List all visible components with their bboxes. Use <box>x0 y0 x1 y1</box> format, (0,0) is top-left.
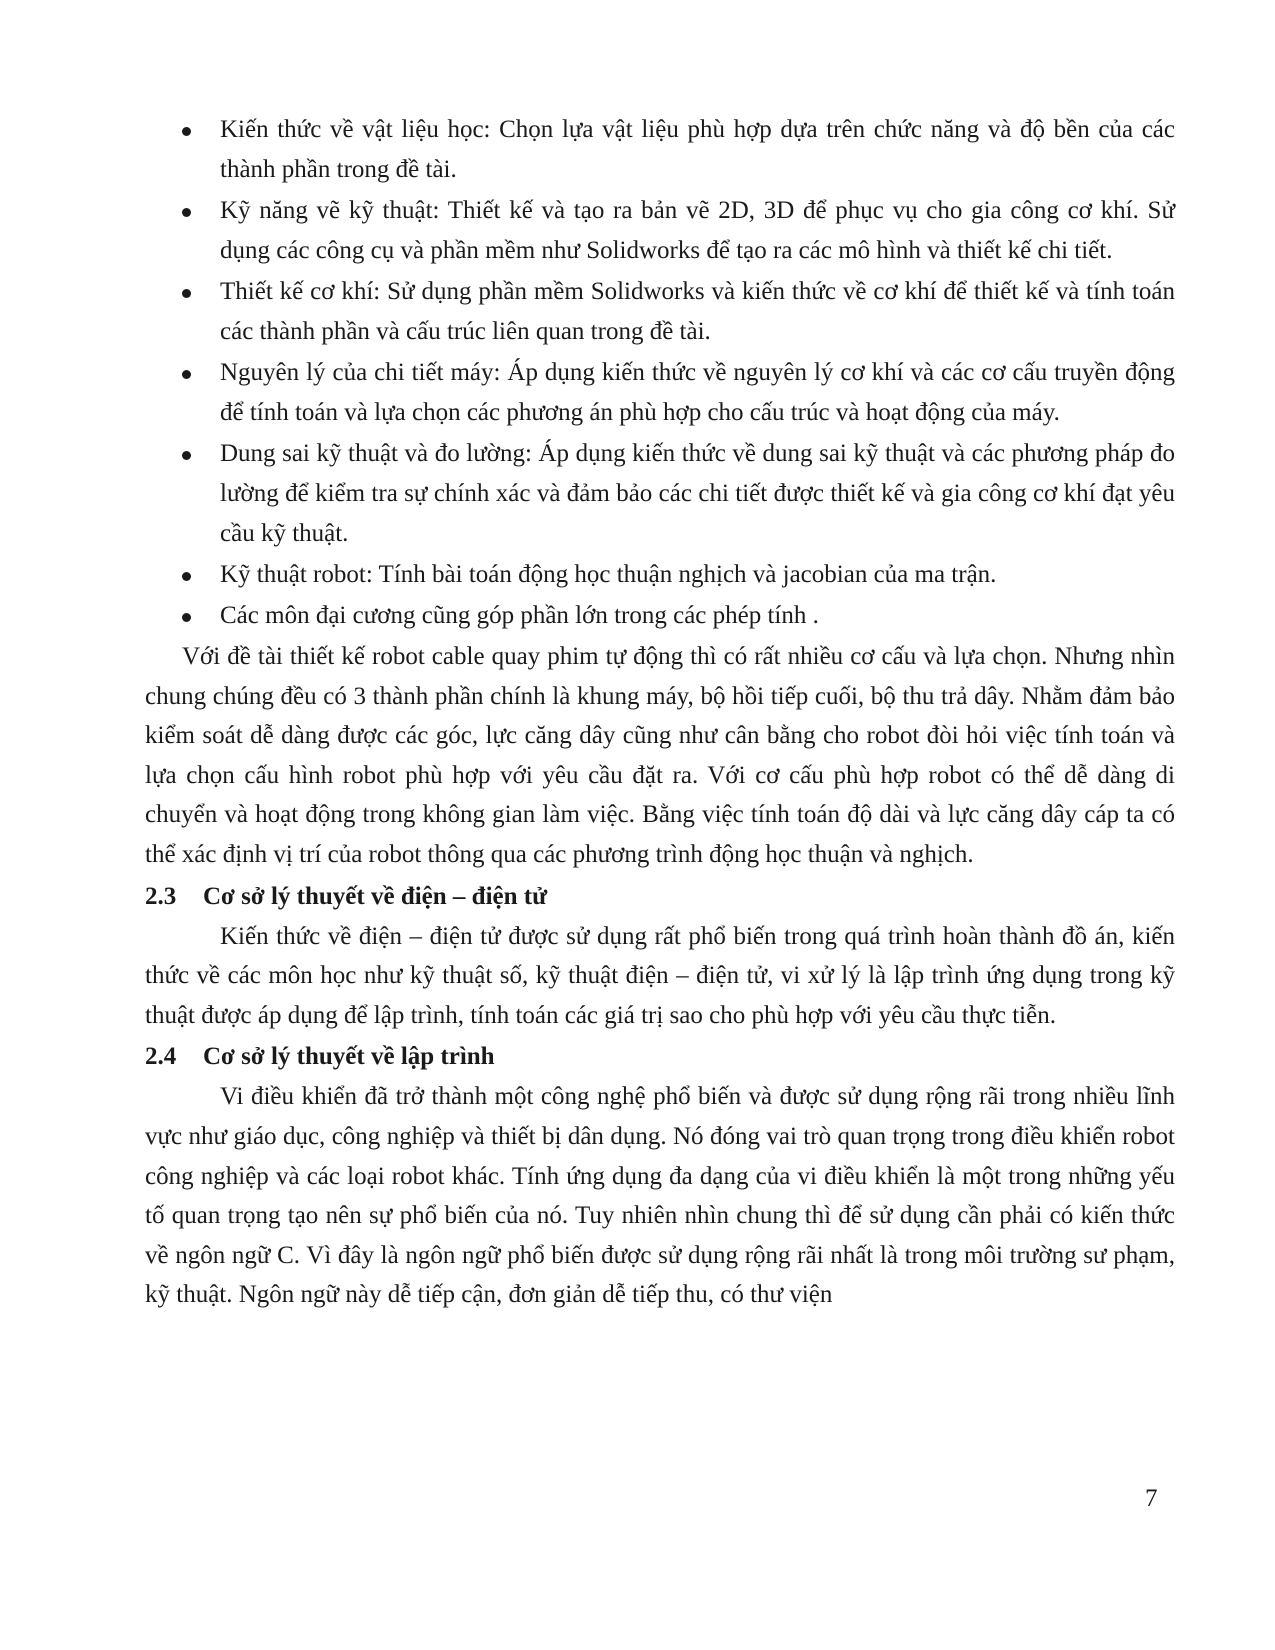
bullet-dot-icon <box>182 451 191 460</box>
bullet-dot-icon <box>182 289 191 298</box>
bullet-item-mechanical-design <box>145 272 1175 352</box>
bullet-dot-icon <box>182 127 191 136</box>
bullet-text: Kỹ thuật robot: Tính bài toán động học thuận nghịch và jacobian của ma trận. <box>220 561 997 588</box>
bullet-text: Dung sai kỹ thuật và đo lường: Áp dụng kiến thức về dung sai kỹ thuật và các phương pháp đo lường để kiểm tra sự chính xác và đảm bảo các chi tiết được thiết kế và gia công cơ khí đạt yêu cầu kỹ thuật. <box>220 440 1175 547</box>
knowledge-bullet-list <box>145 110 1175 636</box>
document-page <box>145 110 1175 1315</box>
bullet-item-materials <box>145 110 1175 190</box>
page-number: 7 <box>1145 1485 1158 1512</box>
section-heading-2-3 <box>145 877 1175 917</box>
bullet-dot-icon <box>182 370 191 379</box>
section-title: Cơ sở lý thuyết về điện – điện tử <box>203 882 548 910</box>
bullet-dot-icon <box>182 613 191 622</box>
section-number: 2.3 <box>145 882 177 910</box>
section-number: 2.4 <box>145 1043 177 1071</box>
bullet-text: Kỹ năng vẽ kỹ thuật: Thiết kế và tạo ra bản vẽ 2D, 3D để phục vụ cho gia công cơ khí. Sử dụng các công cụ và phần mềm như Solidworks để tạo ra các mô hình và thiết kế chi tiết. <box>220 197 1175 264</box>
bullet-item-general-subjects <box>145 596 1175 636</box>
section-heading-2-4 <box>145 1037 1175 1077</box>
bullet-text: Các môn đại cương cũng góp phần lớn trong các phép tính . <box>220 602 819 629</box>
bullet-text: Nguyên lý của chi tiết máy: Áp dụng kiến thức về nguyên lý cơ khí và các cơ cấu truyền động để tính toán và lựa chọn các phương án phù hợp cho cấu trúc và hoạt động của máy. <box>220 359 1175 426</box>
bullet-text: Kiến thức về vật liệu học: Chọn lựa vật liệu phù hợp dựa trên chức năng và độ bền của các thành phần trong đề tài. <box>220 116 1175 183</box>
section-2-4-paragraph: Vi điều khiển đã trở thành một công nghệ phổ biến và được sử dụng rộng rãi trong nhiều lĩnh vực như giáo dục, công nghiệp và thiết bị dân dụng. Nó đóng vai trò quan trọng trong điều khiển robot công nghiệp và các loại robot khác. Tính ứng dụng đa dạng của vi điều khiển là một trong những yếu tố quan trọng tạo nên sự phổ biến của nó. Tuy nhiên nhìn chung thì để sử dụng cần phải có kiến thức về ngôn ngữ C. Vì đây là ngôn ngữ phổ biến được sử dụng rộng rãi nhất là trong môi trường sư phạm, kỹ thuật. Ngôn ngữ này dễ tiếp cận, đơn giản dễ tiếp thu, có thư viện <box>145 1083 1175 1309</box>
section-title: Cơ sở lý thuyết về lập trình <box>203 1043 495 1071</box>
bullet-item-tolerance <box>145 434 1175 554</box>
section-2-3-paragraph: Kiến thức về điện – điện tử được sử dụng rất phổ biến trong quá trình hoàn thành đồ án, kiến thức về các môn học như kỹ thuật số, kỹ thuật điện – điện tử, vi xử lý là lập trình ứng dụng trong kỹ thuật được áp dụng để lập trình, tính toán các giá trị sao cho phù hợp với yêu cầu thực tiễn. <box>145 922 1175 1029</box>
bullet-item-drawing <box>145 191 1175 271</box>
bullet-text: Thiết kế cơ khí: Sử dụng phần mềm Solidworks và kiến thức về cơ khí để thiết kế và tính toán các thành phần và cấu trúc liên quan trong đề tài. <box>220 278 1175 345</box>
bullet-dot-icon <box>182 572 191 581</box>
bullet-dot-icon <box>182 208 191 217</box>
bullet-item-robotics <box>145 555 1175 595</box>
bullet-item-machine-elements <box>145 353 1175 433</box>
intro-paragraph: Với đề tài thiết kế robot cable quay phim tự động thì có rất nhiều cơ cấu và lựa chọn. Nhưng nhìn chung chúng đều có 3 thành phần chính là khung máy, bộ hồi tiếp cuối, bộ thu trả dây. Nhằm đảm bảo kiểm soát dễ dàng được các góc, lực căng dây cũng như cân bằng cho robot đòi hỏi việc tính toán và lựa chọn cấu hình robot phù hợp với yêu cầu đặt ra. Với cơ cấu phù hợp robot có thể dễ dàng di chuyển và hoạt động trong không gian làm việc. Bằng việc tính toán độ dài và lực căng dây cáp ta có thể xác định vị trí của robot thông qua các phương trình động học thuận và nghịch. <box>145 643 1175 868</box>
